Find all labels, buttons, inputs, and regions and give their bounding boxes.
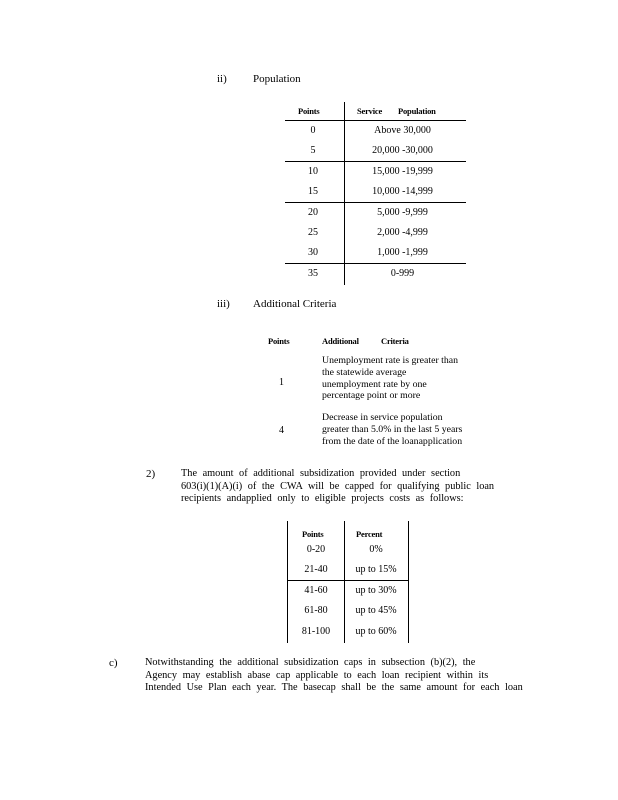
table-cell-points: 15 — [308, 186, 318, 197]
col-header-points: Points — [302, 529, 324, 539]
col-header-criteria: Criteria — [381, 336, 409, 346]
table-cell-range: 1,000 -1,999 — [377, 247, 428, 258]
col-header-points: Points — [268, 336, 290, 346]
section-label: ii) — [217, 73, 227, 85]
table-cell-range: 2,000 -4,999 — [377, 227, 428, 238]
criteria-line: greater than 5.0% in the last 5 years — [322, 423, 463, 435]
section-title-population: Population — [253, 73, 301, 85]
table-cell-points: 25 — [308, 227, 318, 238]
criteria-line: the statewide average — [322, 366, 407, 378]
table-cell-points: 81-100 — [301, 626, 331, 637]
criteria-line: Unemployment rate is greater than — [322, 355, 459, 366]
table-cell-points: 35 — [308, 268, 318, 279]
column-divider — [344, 102, 345, 285]
table-cell-range: 5,000 -9,999 — [377, 207, 428, 218]
table-cell-points: 21-40 — [304, 564, 328, 575]
paragraph-line: recipients andapplied only to eligible projects costs as follows: — [181, 493, 464, 504]
table-cell-percent: up to 45% — [355, 605, 397, 616]
criteria-line: Decrease in service population — [322, 412, 443, 423]
criteria-text — [322, 412, 462, 447]
col-header-points: Points — [298, 106, 320, 116]
table-cell-points: 5 — [310, 145, 316, 156]
col-header-additional: Additional — [322, 336, 359, 346]
column-divider — [344, 521, 345, 643]
paragraph-line: The amount of additional subsidization provided under section — [181, 468, 461, 479]
table-border — [408, 521, 409, 643]
row-divider — [285, 263, 466, 264]
col-header-percent: Percent — [356, 529, 383, 539]
itemc-paragraph — [145, 657, 523, 695]
paragraph-line: 603(i)(1)(A)(i) of the CWA will be capped for qualifying public loan — [181, 480, 495, 492]
paragraph-line: Intended Use Plan each year. The basecap shall be the same amount for each loan — [145, 682, 523, 693]
table-cell-range: 20,000 -30,000 — [372, 145, 433, 156]
section-title-additional: Additional Criteria — [253, 298, 337, 310]
col-header-service: Service — [357, 106, 383, 116]
criteria-line: percentage point or more — [322, 390, 421, 402]
table-cell-range: Above 30,000 — [374, 125, 431, 136]
table-cell-percent: 0% — [369, 544, 383, 555]
item-label: c) — [109, 657, 118, 669]
table-border — [287, 521, 288, 643]
item2-paragraph — [181, 468, 494, 506]
row-divider — [285, 202, 466, 203]
criteria-points: 4 — [279, 425, 284, 436]
table-cell-percent: up to 60% — [355, 626, 397, 637]
section-label: iii) — [217, 298, 230, 310]
paragraph-line: Agency may establish abase cap applicable to each loan recipient within its — [145, 669, 489, 681]
criteria-line: from the date of the loanapplication — [322, 435, 463, 447]
table-cell-range: 15,000 -19,999 — [372, 166, 433, 177]
table-cell-range: 0-999 — [390, 268, 415, 279]
table-cell-points: 0 — [310, 125, 316, 136]
table-cell-points: 10 — [308, 166, 318, 177]
table-cell-points: 0-20 — [306, 544, 326, 555]
table-cell-percent: up to 30% — [355, 585, 397, 596]
criteria-text — [322, 355, 458, 402]
table-cell-range: 10,000 -14,999 — [372, 186, 433, 197]
row-divider — [287, 580, 408, 581]
table-cell-points: 20 — [308, 207, 318, 218]
col-header-population: Population — [398, 106, 436, 116]
criteria-points: 1 — [279, 377, 284, 388]
table-cell-points: 61-80 — [304, 605, 328, 616]
paragraph-line: Notwithstanding the additional subsidization caps in subsection (b)(2), the — [145, 657, 476, 668]
row-divider — [285, 161, 466, 162]
criteria-line: unemployment rate by one — [322, 378, 427, 390]
table-cell-points: 30 — [308, 247, 318, 258]
item-label: 2) — [146, 468, 156, 480]
row-divider — [285, 120, 466, 121]
table-cell-percent: up to 15% — [355, 564, 397, 575]
table-cell-points: 41-60 — [304, 585, 328, 596]
